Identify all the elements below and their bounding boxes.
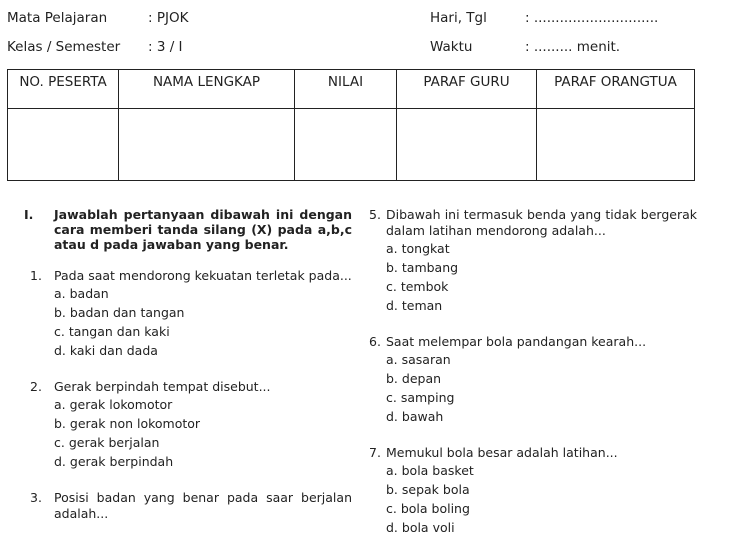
subject-value: : PJOK [148, 10, 189, 26]
option-a: a. bola basket [386, 463, 474, 478]
cell-nama-lengkap[interactable] [119, 109, 295, 181]
option-a: a. badan [54, 286, 109, 301]
question-number: 1. [30, 268, 42, 283]
option-d: d. teman [386, 298, 443, 313]
day-value: : ............................. [525, 10, 659, 26]
left-column [24, 207, 352, 541]
header-nilai: NILAI [295, 70, 397, 109]
question-2 [24, 379, 352, 471]
subject-label: Mata Pelajaran [7, 10, 108, 26]
option-d: d. kaki dan dada [54, 343, 158, 358]
question-text: Posisi badan yang benar pada saar berjalan adalah... [54, 490, 352, 521]
option-c: c. tangan dan kaki [54, 324, 170, 339]
question-number: 7. [369, 445, 381, 460]
cell-nilai[interactable] [295, 109, 397, 181]
question-1 [24, 268, 352, 360]
option-b: b. sepak bola [386, 482, 470, 497]
option-b: b. tambang [386, 260, 459, 275]
option-b: b. badan dan tangan [54, 305, 185, 320]
question-number: 2. [30, 379, 42, 394]
option-d: d. gerak berpindah [54, 454, 174, 469]
cell-no-peserta[interactable] [8, 109, 119, 181]
option-d: d. bola voli [386, 520, 455, 535]
day-label: Hari, Tgl [430, 10, 487, 26]
question-text: Saat melempar bola pandangan kearah... [386, 334, 647, 349]
header-no-peserta: NO. PESERTA [8, 70, 119, 109]
header-nama-lengkap: NAMA LENGKAP [119, 70, 295, 109]
question-text: Dibawah ini termasuk benda yang tidak bergerak dalam latihan mendorong adalah... [386, 207, 697, 238]
option-d: d. bawah [386, 409, 444, 424]
class-value: : 3 / I [148, 39, 183, 55]
option-a: a. sasaran [386, 352, 451, 367]
score-table [7, 69, 695, 181]
option-c: c. gerak berjalan [54, 435, 160, 450]
option-c: c. bola boling [386, 501, 470, 516]
option-c: c. tembok [386, 279, 449, 294]
cell-paraf-orangtua[interactable] [537, 109, 695, 181]
right-column [369, 207, 697, 556]
class-label: Kelas / Semester [7, 39, 121, 55]
question-3 [24, 490, 352, 522]
option-a: a. tongkat [386, 241, 450, 256]
cell-paraf-guru[interactable] [397, 109, 537, 181]
question-text: Pada saat mendorong kekuatan terletak pada... [54, 268, 352, 283]
section-instruction [24, 207, 352, 252]
option-c: c. samping [386, 390, 455, 405]
option-b: b. depan [386, 371, 442, 386]
question-text: Gerak berpindah tempat disebut... [54, 379, 271, 394]
option-b: b. gerak non lokomotor [54, 416, 201, 431]
time-label: Waktu [430, 39, 473, 55]
question-6 [369, 334, 697, 426]
question-number: 6. [369, 334, 381, 349]
question-number: 5. [369, 207, 381, 222]
section-number: I. [24, 207, 34, 222]
question-7 [369, 445, 697, 537]
question-number: 3. [30, 490, 42, 505]
header-paraf-orangtua: PARAF ORANGTUA [537, 70, 695, 109]
option-a: a. gerak lokomotor [54, 397, 173, 412]
question-text: Memukul bola besar adalah latihan... [386, 445, 618, 460]
time-value: : ......... menit. [525, 39, 621, 55]
question-5 [369, 207, 697, 315]
section-instruction-text: Jawablah pertanyaan dibawah ini dengan cara memberi tanda silang (X) pada a,b,c atau d pada jawaban yang benar. [54, 207, 352, 252]
header-paraf-guru: PARAF GURU [397, 70, 537, 109]
